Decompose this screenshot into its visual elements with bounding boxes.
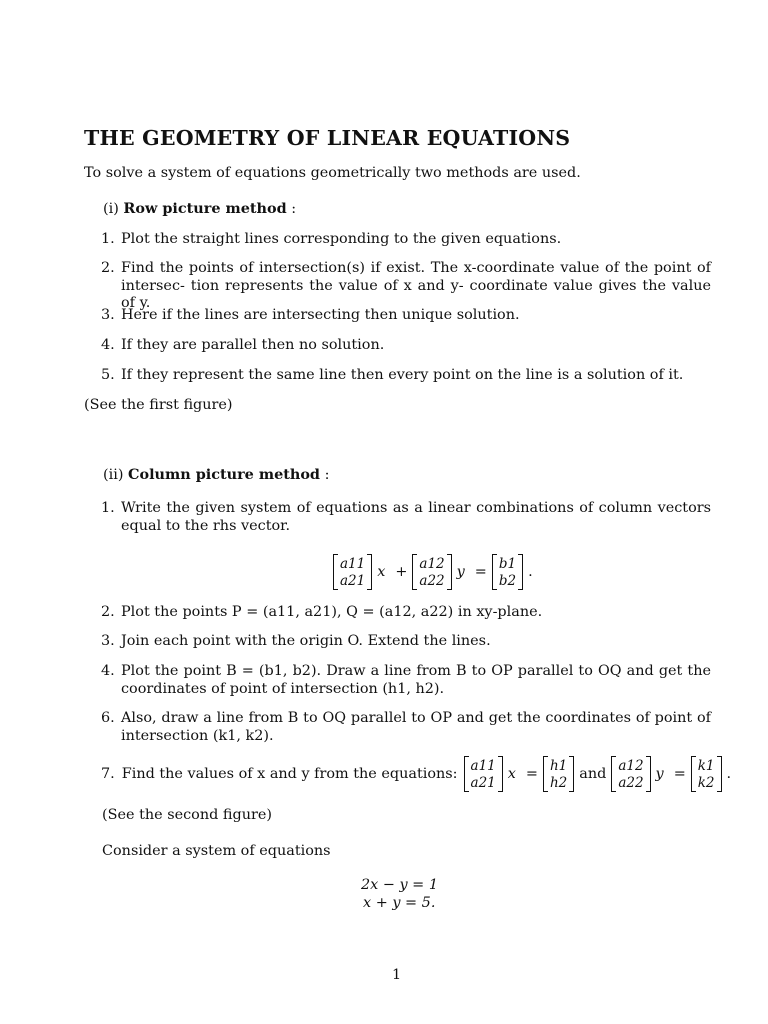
row-item-5: [101, 367, 711, 385]
item7-matrix-col1-bottom: a21: [470, 774, 496, 791]
column-item-7-number: 7.: [101, 766, 115, 782]
row-method-suffix: :: [286, 201, 297, 217]
row-method-label: Row picture method: [123, 200, 287, 217]
item7-matrix-col1-top: a11: [470, 757, 496, 774]
system-equation-2: x + y = 5.: [363, 895, 436, 911]
equals-sign: =: [474, 564, 487, 580]
row-item-3-number: 3.: [101, 307, 115, 323]
column-item-6: [101, 710, 711, 745]
column-item-2-text: Plot the points P = (a11, a21), Q = (a12, a22) in xy-plane.: [121, 604, 543, 620]
item7-vector-k-bottom: k2: [697, 774, 715, 791]
row-item-2: [101, 260, 711, 313]
page-title: THE GEOMETRY OF LINEAR EQUATIONS: [84, 126, 571, 150]
column-item-3-number: 3.: [101, 633, 115, 649]
column-item-7-text: Find the values of x and y from the equations:: [121, 766, 458, 782]
column-item-4: [101, 663, 711, 698]
row-item-3: [101, 307, 711, 325]
rhs-vector-b: [492, 554, 523, 590]
column-item-2-number: 2.: [101, 604, 115, 620]
row-item-2-number: 2.: [101, 260, 115, 276]
row-item-5-number: 5.: [101, 367, 115, 383]
row-item-1-text: Plot the straight lines corresponding to the given equations.: [121, 231, 562, 247]
matrix-a-col1-bottom: a21: [340, 572, 366, 589]
item7-variable-y: y: [655, 766, 664, 782]
column-method-see-figure: (See the second figure): [102, 807, 272, 823]
column-item-7: [101, 756, 736, 792]
column-method-heading: [103, 466, 329, 485]
rhs-vector-b-bottom: b2: [498, 572, 517, 589]
row-item-2-text: Find the points of intersection(s) if exist. The x-coordinate value of the point of intersec- tion represents the value of x and y- coordinate value gives the value of y.: [121, 260, 711, 311]
matrix-a-col1: [333, 554, 372, 590]
item7-period: .: [726, 766, 732, 782]
plus-sign: +: [395, 564, 408, 580]
row-item-4: [101, 337, 711, 355]
item7-vector-h-bottom: h2: [549, 774, 568, 791]
item7-equals-1: =: [525, 766, 538, 782]
consider-text: Consider a system of equations: [102, 843, 331, 859]
column-combination-equation: [333, 554, 538, 590]
item7-matrix-col2: [611, 756, 650, 792]
row-item-4-text: If they are parallel then no solution.: [121, 337, 385, 353]
column-method-suffix: :: [320, 467, 330, 483]
column-item-3-text: Join each point with the origin O. Extend the lines.: [121, 633, 491, 649]
item7-vector-h: [543, 756, 574, 792]
column-item-1-text: Write the given system of equations as a linear combinations of column vectors equal to the rhs vector.: [121, 500, 711, 534]
matrix-a-col2-top: a12: [419, 555, 445, 572]
row-method-prefix: (i): [103, 201, 124, 217]
item7-and: and: [579, 766, 607, 782]
column-method-prefix: (ii): [103, 467, 129, 483]
column-item-3: [101, 633, 711, 651]
column-item-4-text: Plot the point B = (b1, b2). Draw a line from B to OP parallel to OQ and get the coordinates of point of intersection (h1, h2).: [121, 663, 711, 697]
column-item-1-number: 1.: [101, 500, 115, 516]
row-item-5-text: If they represent the same line then every point on the line is a solution of it.: [121, 367, 684, 383]
column-item-6-number: 6.: [101, 710, 115, 726]
matrix-a-col2-bottom: a22: [419, 572, 445, 589]
item7-equals-2: =: [673, 766, 686, 782]
row-item-4-number: 4.: [101, 337, 115, 353]
intro-text: To solve a system of equations geometrically two methods are used.: [84, 165, 581, 181]
item7-matrix-col2-bottom: a22: [618, 774, 644, 791]
system-equation-1: 2x − y = 1: [361, 877, 438, 893]
item7-matrix-col2-top: a12: [618, 757, 644, 774]
column-item-2: [101, 604, 711, 622]
item7-vector-k: [691, 756, 722, 792]
item7-vector-k-top: k1: [697, 757, 715, 774]
rhs-vector-b-top: b1: [498, 555, 517, 572]
row-item-3-text: Here if the lines are intersecting then unique solution.: [121, 307, 520, 323]
matrix-a-col1-top: a11: [340, 555, 366, 572]
row-item-1: [101, 231, 711, 249]
item7-matrix-col1: [464, 756, 503, 792]
row-item-1-number: 1.: [101, 231, 115, 247]
column-method-label: Column picture method: [128, 466, 320, 483]
item7-variable-x: x: [507, 766, 516, 782]
page-number: 1: [392, 967, 402, 983]
column-item-6-text: Also, draw a line from B to OQ parallel to OP and get the coordinates of point of intersection (k1, k2).: [121, 710, 711, 744]
column-item-1: [101, 500, 711, 535]
item7-vector-h-top: h1: [549, 757, 568, 774]
matrix-a-col2: [412, 554, 451, 590]
row-method-see-figure: (See the first figure): [84, 397, 233, 413]
column-item-4-number: 4.: [101, 663, 115, 679]
variable-y: y: [456, 564, 465, 580]
row-method-heading: [103, 200, 296, 219]
variable-x: x: [377, 564, 386, 580]
equation-period: .: [528, 564, 533, 580]
